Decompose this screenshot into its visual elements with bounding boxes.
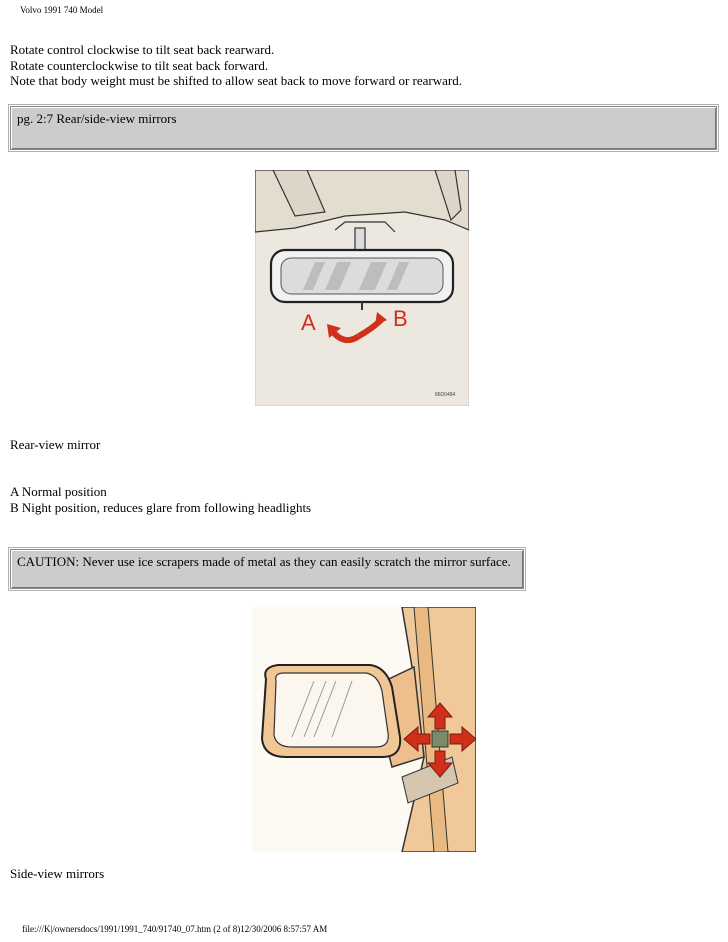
document-title: Volvo 1991 740 Model [20,5,104,15]
position-line: A Normal position [10,484,107,499]
side-view-mirror-caption: Side-view mirrors [10,866,105,881]
section-heading-box [10,106,717,150]
seat-adjust-instructions [10,42,462,89]
instruction-line: Rotate control clockwise to tilt seat back rearward. [10,42,275,57]
label-b: B [393,306,408,331]
instruction-line: Rotate counterclockwise to tilt seat back forward. [10,57,269,73]
rear-view-mirror-caption: Rear-view mirror [10,437,101,452]
label-a: A [301,310,316,335]
figure-code: 86D0484 [435,392,456,398]
caution-text: CAUTION: Never use ice scrapers made of metal as they can easily scratch the mirror surface. [17,554,511,569]
instruction-line: Note that body weight must be shifted to allow seat back to move forward or rearward. [10,73,462,88]
position-line: B Night position, reduces glare from following headlights [10,499,312,515]
section-heading: pg. 2:7 Rear/side-view mirrors [17,111,177,126]
rear-view-mirror-illustration [255,170,469,406]
side-view-mirror-figure [252,607,476,852]
caution-box [10,549,524,589]
mirror-positions [10,484,311,515]
side-view-mirror-illustration [252,607,476,852]
page-footer: file:///K|/ownersdocs/1991/1991_740/91740_07.htm (2 of 8)12/30/2006 8:57:57 AM [22,924,328,934]
rear-view-mirror-figure [255,170,469,406]
